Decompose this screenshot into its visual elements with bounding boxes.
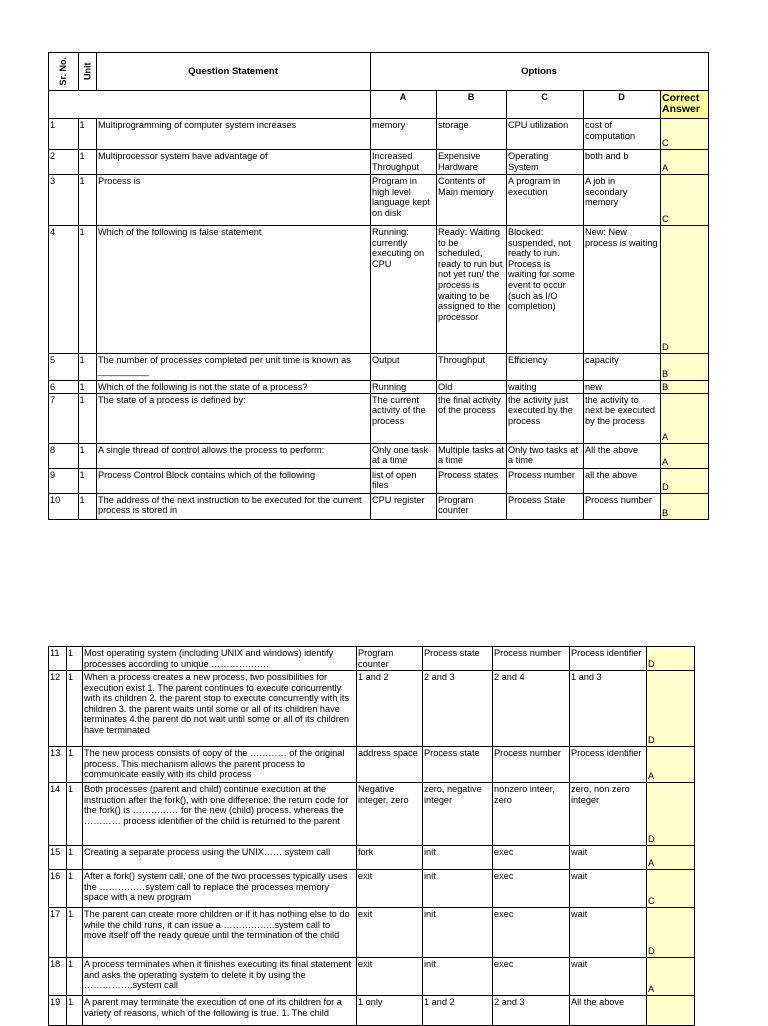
question-cell: The number of processes completed per unit time is known as __________ — [97, 354, 371, 381]
option-d-cell: New: New process is waiting — [584, 226, 661, 354]
sr-cell: 18 — [49, 958, 67, 996]
table-row — [49, 443, 709, 468]
answer-cell: B — [661, 354, 709, 381]
option-d-cell: Process number — [584, 493, 661, 519]
option-b-cell: Process state — [423, 647, 493, 671]
option-c-cell: Operating System — [507, 150, 584, 175]
options-header: Options — [371, 53, 709, 91]
option-c-cell: Process number — [493, 747, 570, 783]
table-row — [49, 908, 695, 958]
option-a-header: A — [371, 91, 437, 119]
option-c-cell: exec — [493, 846, 570, 870]
unit-cell: 1 — [78, 175, 97, 226]
question-cell: Process Control Block contains which of the following — [97, 468, 371, 493]
option-b-cell: zero, negative integer — [423, 783, 493, 846]
option-b-cell: storage — [437, 119, 507, 150]
option-b-cell: Process state — [423, 747, 493, 783]
option-b-cell: the final activity of the process — [437, 393, 507, 443]
question-cell: The address of the next instruction to be executed for the current process is stored in — [97, 493, 371, 519]
question-cell: When a process creates a new process, two possibilities for execution exist 1. The parent continues to execute concurrently with its children 2. the parent stop to execute concurrently with its children 3. the parent waits until some or all of its children have terminates 4.the parent do not wait until some or all of its children have terminated — [83, 671, 357, 747]
table-row — [49, 870, 695, 908]
option-c-cell: 2 and 4 — [493, 671, 570, 747]
table-row — [49, 381, 709, 394]
option-b-cell: init — [423, 870, 493, 908]
sr-cell: 6 — [49, 381, 79, 394]
question-cell: Which of the following is not the state of a process? — [97, 381, 371, 394]
blank-header-cell — [49, 91, 371, 119]
table-row — [49, 671, 695, 747]
option-b-cell: Multiple tasks at a time — [437, 443, 507, 468]
answer-cell: A — [647, 958, 695, 996]
option-a-cell: Running — [371, 381, 437, 394]
question-cell: Creating a separate process using the UNIX…… system call — [83, 846, 357, 870]
option-d-cell: All the above — [570, 996, 647, 1026]
question-cell: The parent can create more children or if it has nothing else to do while the child runs, it can issue a ……………..system call to move itself off the ready queue until the termination of the child — [83, 908, 357, 958]
question-cell: A process terminates when it finishes executing its final statement and asks the operating system to delete it by using the …………….system call — [83, 958, 357, 996]
answer-cell: D — [647, 783, 695, 846]
option-a-cell: Output — [371, 354, 437, 381]
question-cell: Both processes (parent and child) continue execution at the instruction after the fork(), with one difference: the return code for the fork() is …………… for the new (child) process, whereas the ………… process identifier of the child is returned to the parent — [83, 783, 357, 846]
option-b-cell: Contents of Main memory — [437, 175, 507, 226]
question-cell: Process is — [97, 175, 371, 226]
option-a-cell: fork — [357, 846, 423, 870]
option-c-cell: waiting — [507, 381, 584, 394]
unit-cell: 1 — [67, 908, 83, 958]
sr-cell: 13 — [49, 747, 67, 783]
unit-cell: 1 — [67, 671, 83, 747]
table-row — [49, 393, 709, 443]
sr-cell: 9 — [49, 468, 79, 493]
option-a-cell: Increased Throughput — [371, 150, 437, 175]
answer-cell: A — [647, 846, 695, 870]
answer-cell: A — [661, 393, 709, 443]
option-a-cell: exit — [357, 908, 423, 958]
question-statement-header: Question Statement — [97, 53, 371, 91]
option-a-cell: list of open files — [371, 468, 437, 493]
unit-cell: 1 — [78, 443, 97, 468]
option-c-cell: Process State — [507, 493, 584, 519]
option-a-cell: 1 and 2 — [357, 671, 423, 747]
unit-cell: 1 — [67, 846, 83, 870]
option-c-cell: CPU utilization — [507, 119, 584, 150]
mcq-table-page1 — [48, 52, 709, 520]
option-c-cell: 2 and 3 — [493, 996, 570, 1026]
unit-cell: 1 — [67, 958, 83, 996]
sr-cell: 2 — [49, 150, 79, 175]
option-c-cell: exec — [493, 958, 570, 996]
table-row — [49, 468, 709, 493]
sr-cell: 5 — [49, 354, 79, 381]
unit-cell: 1 — [78, 493, 97, 519]
sr-cell: 8 — [49, 443, 79, 468]
option-a-cell: Program in high level language kept on disk — [371, 175, 437, 226]
option-d-cell: wait — [570, 870, 647, 908]
answer-cell: D — [647, 647, 695, 671]
option-a-cell: Only one task at a time — [371, 443, 437, 468]
option-b-cell: Expensive Hardware — [437, 150, 507, 175]
option-d-cell: zero, non zero integer — [570, 783, 647, 846]
option-d-header: D — [584, 91, 661, 119]
table-row — [49, 846, 695, 870]
option-d-cell: A job in secondary memory — [584, 175, 661, 226]
mcq-table-page2 — [48, 646, 695, 1026]
sr-cell: 1 — [49, 119, 79, 150]
sr-cell: 10 — [49, 493, 79, 519]
question-cell: A parent may terminate the execution of one of its children for a variety of reasons, which of the following is true. 1. The child — [83, 996, 357, 1026]
option-b-cell: Old — [437, 381, 507, 394]
option-a-cell: address space — [357, 747, 423, 783]
unit-cell: 1 — [78, 226, 97, 354]
sr-cell: 17 — [49, 908, 67, 958]
sr-no-header: Sr. No. — [49, 53, 79, 91]
option-d-cell: All the above — [584, 443, 661, 468]
option-b-cell: 2 and 3 — [423, 671, 493, 747]
sr-cell: 7 — [49, 393, 79, 443]
unit-cell: 1 — [78, 381, 97, 394]
option-b-cell: init — [423, 908, 493, 958]
option-c-cell: Only two tasks at a time — [507, 443, 584, 468]
table-row — [49, 958, 695, 996]
answer-cell: A — [661, 443, 709, 468]
unit-cell: 1 — [78, 119, 97, 150]
option-c-cell: the activity just executed by the process — [507, 393, 584, 443]
question-cell: After a fork() system call, one of the two processes typically uses the ……………system call to replace the processes memory space with a new program — [83, 870, 357, 908]
option-a-cell: exit — [357, 958, 423, 996]
answer-cell: D — [647, 671, 695, 747]
unit-header: Unit — [78, 53, 97, 91]
table-row — [49, 150, 709, 175]
unit-cell: 1 — [78, 354, 97, 381]
sr-cell: 15 — [49, 846, 67, 870]
answer-cell: B — [661, 381, 709, 394]
option-a-cell: exit — [357, 870, 423, 908]
option-a-cell: 1 only — [357, 996, 423, 1026]
answer-cell: A — [661, 150, 709, 175]
question-cell: A single thread of control allows the process to perform: — [97, 443, 371, 468]
option-c-cell: Blocked: suspended, not ready to run. Process is waiting for some event to occur (such as I/O completion) — [507, 226, 584, 354]
sr-cell: 3 — [49, 175, 79, 226]
unit-cell: 1 — [78, 468, 97, 493]
table-row — [49, 175, 709, 226]
option-d-cell: new — [584, 381, 661, 394]
table-row — [49, 783, 695, 846]
question-cell: The new process consists of copy of the ………… of the original process. This mechanism allows the parent process to communicate easily with its child process — [83, 747, 357, 783]
option-d-cell: Process identifier — [570, 747, 647, 783]
question-cell: Multiprocessor system have advantage of — [97, 150, 371, 175]
unit-cell: 1 — [67, 647, 83, 671]
option-d-cell: cost of computation — [584, 119, 661, 150]
answer-cell: D — [661, 226, 709, 354]
answer-cell: B — [661, 493, 709, 519]
option-c-cell: exec — [493, 908, 570, 958]
option-d-cell: Process identifier — [570, 647, 647, 671]
question-cell: Multiprogramming of computer system increases — [97, 119, 371, 150]
question-cell: Most operating system (including UNIX and windows) identify processes according to unique ………………. — [83, 647, 357, 671]
option-a-cell: The current activity of the process — [371, 393, 437, 443]
answer-cell: A — [647, 747, 695, 783]
option-d-cell: 1 and 3 — [570, 671, 647, 747]
option-b-cell: init — [423, 846, 493, 870]
option-c-cell: Efficiency — [507, 354, 584, 381]
option-c-cell: Process number — [507, 468, 584, 493]
table-row — [49, 996, 695, 1026]
option-d-cell: wait — [570, 958, 647, 996]
option-d-cell: wait — [570, 908, 647, 958]
table-row — [49, 747, 695, 783]
sr-cell: 19 — [49, 996, 67, 1026]
correct-answer-header: Correct Answer — [661, 91, 709, 119]
table-row — [49, 493, 709, 519]
table-row — [49, 354, 709, 381]
answer-cell: D — [647, 908, 695, 958]
unit-cell: 1 — [67, 996, 83, 1026]
sr-cell: 12 — [49, 671, 67, 747]
answer-cell: C — [661, 119, 709, 150]
option-c-cell: Process number — [493, 647, 570, 671]
option-a-cell: memory — [371, 119, 437, 150]
answer-cell: C — [661, 175, 709, 226]
option-a-cell: Negative integer, zero — [357, 783, 423, 846]
unit-cell: 1 — [67, 747, 83, 783]
option-b-cell: init — [423, 958, 493, 996]
option-b-cell: Process states — [437, 468, 507, 493]
option-b-cell: 1 and 2 — [423, 996, 493, 1026]
answer-cell: C — [647, 870, 695, 908]
option-a-cell: Running: currently executing on CPU — [371, 226, 437, 354]
option-c-cell: A program in execution — [507, 175, 584, 226]
option-a-cell: Program counter — [357, 647, 423, 671]
option-d-cell: wait — [570, 846, 647, 870]
unit-cell: 1 — [78, 150, 97, 175]
sr-cell: 11 — [49, 647, 67, 671]
sr-cell: 14 — [49, 783, 67, 846]
option-c-cell: nonzero inteer, zero — [493, 783, 570, 846]
unit-cell: 1 — [67, 783, 83, 846]
sr-cell: 4 — [49, 226, 79, 354]
table-row — [49, 647, 695, 671]
option-b-cell: Throughput — [437, 354, 507, 381]
sr-cell: 16 — [49, 870, 67, 908]
question-cell: The state of a process is defined by: — [97, 393, 371, 443]
option-c-header: C — [507, 91, 584, 119]
option-d-cell: all the above — [584, 468, 661, 493]
unit-cell: 1 — [78, 393, 97, 443]
answer-cell: D — [661, 468, 709, 493]
table-row — [49, 226, 709, 354]
table-row — [49, 119, 709, 150]
answer-cell — [647, 996, 695, 1026]
option-b-header: B — [437, 91, 507, 119]
question-cell: Which of the following is false statement — [97, 226, 371, 354]
option-b-cell: Program counter — [437, 493, 507, 519]
option-a-cell: CPU register — [371, 493, 437, 519]
option-d-cell: both and b — [584, 150, 661, 175]
unit-cell: 1 — [67, 870, 83, 908]
option-b-cell: Ready: Waiting to be scheduled, ready to run but not yet run/ the process is waiting to be assigned to the processor — [437, 226, 507, 354]
option-d-cell: capacity — [584, 354, 661, 381]
option-d-cell: the activity to next be executed by the process — [584, 393, 661, 443]
option-c-cell: exec — [493, 870, 570, 908]
